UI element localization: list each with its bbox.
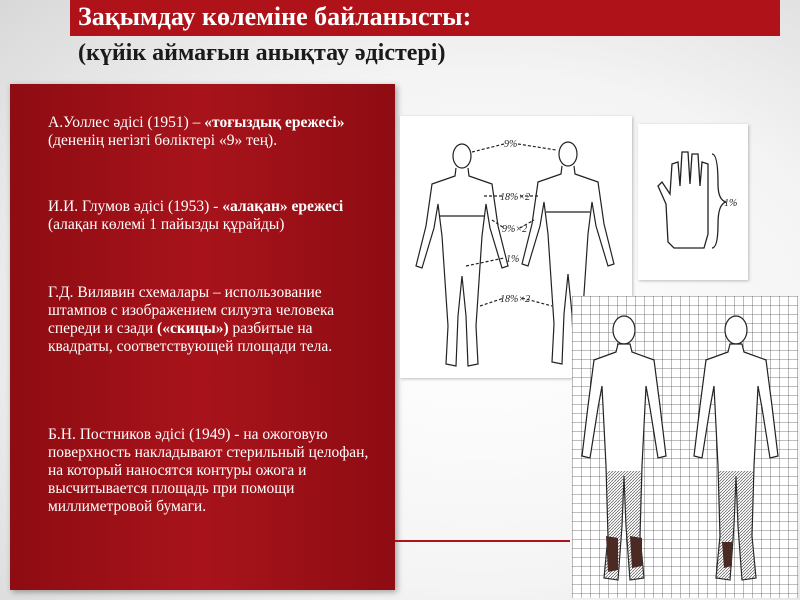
palm-label: 1%	[724, 198, 738, 209]
label-groin: 1%	[506, 254, 520, 265]
palm-illustration	[638, 124, 748, 280]
label-head: 9%	[504, 139, 518, 150]
method-glumov-bold: «алақан» ережесі	[222, 198, 344, 215]
method-postnikov	[48, 426, 378, 516]
method-glumov-text: И.И. Глумов әдісі (1953) -	[48, 198, 223, 215]
method-wallace-text: А.Уоллес әдісі (1951) –	[48, 114, 205, 131]
label-trunk: 18%×2	[500, 192, 531, 203]
method-vilyavin-text-after: разбитые на квадраты, соответствующей площади тела.	[48, 320, 333, 355]
method-glumov-text-after: (алақан көлемі 1 пайызды құрайды)	[48, 216, 285, 233]
palm-rule-figure	[638, 124, 748, 280]
vilyavin-grid-illustration	[572, 296, 798, 598]
label-arms: 9%×2	[502, 224, 528, 235]
method-vilyavin	[48, 284, 378, 356]
method-wallace-text-after: (дененің негізгі бөліктері «9» тең).	[48, 132, 278, 149]
method-glumov	[48, 198, 378, 234]
method-vilyavin-text: Г.Д. Вилявин схемалары – использование штампов с изображением силуэта человека спереди и сзади	[48, 284, 335, 337]
label-legs: 18%×2	[500, 294, 531, 305]
page-subtitle: (күйік аймағын анықтау әдістері)	[78, 40, 446, 66]
method-vilyavin-bold: («скицы»)	[157, 320, 229, 337]
method-postnikov-text: Б.Н. Постников әдісі (1949) - на ожоговую поверхность накладывают стерильный целофан, на который наносятся контуры ожога и высчитывается площадь при помощи миллиметровой бумаги.	[48, 426, 369, 515]
page-title: Зақымдау көлеміне байланысты:	[78, 2, 472, 31]
method-wallace	[48, 114, 378, 150]
vilyavin-grid-figure	[572, 296, 798, 598]
method-wallace-bold: «тоғыздық ережесі»	[204, 114, 345, 131]
divider-line	[395, 540, 570, 542]
